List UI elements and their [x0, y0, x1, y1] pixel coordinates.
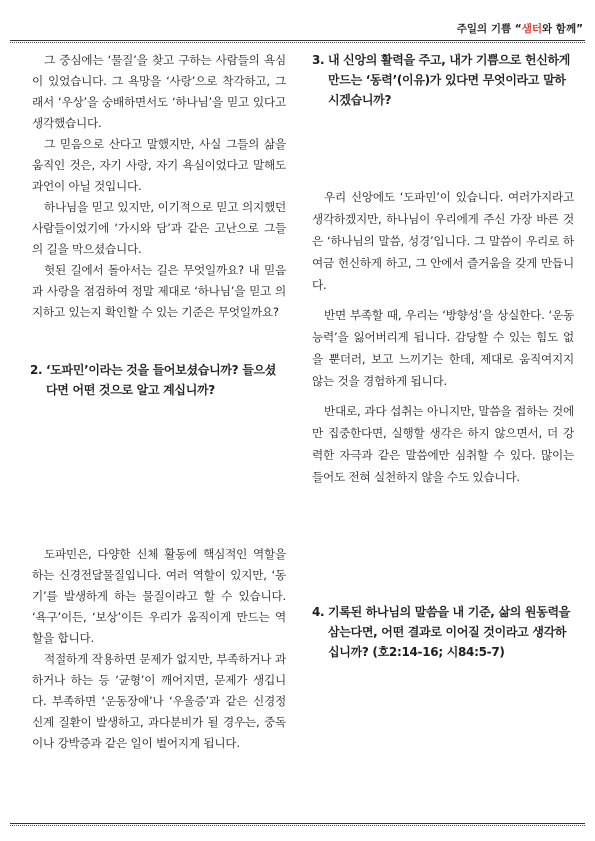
left-intro-para-3: 하나님을 믿고 있지만, 이기적으로 믿고 의지했던 사람들이었기에 ‘가시와 담’과 같은 고난으로 그들의 길을 막으셨습니다. [32, 200, 286, 256]
question-2 [30, 360, 286, 400]
left-answer [32, 544, 286, 754]
left-intro-para-4: 헛된 길에서 돌아서는 길은 무엇일까요? 내 믿음과 사랑을 점검하여 정말 제대로 ‘하나님’을 믿고 의지하고 있는지 확인할 수 있는 기준은 무엇일까요? [32, 263, 286, 319]
question-3-number: 3. [312, 53, 325, 67]
header-prefix: 주일의 기쁨 “ [456, 23, 522, 35]
right-answer-para-2: 반면 부족할 때, 우리는 ‘방향성’을 상실한다. ‘운동능력’을 잃어버리게 됩니다. 감당할 수 있는 힘도 없을 뿐더러, 보고 느끼기는 한데, 제대로 움직여지지 않는 것을 경험하게 됩니다. [312, 308, 574, 388]
left-intro-para-2: 그 믿음으로 산다고 말했지만, 사실 그들의 삶을 움직인 것은, 자기 사랑, 자기 욕심이었다고 말해도 과언이 아닐 것입니다. [32, 137, 286, 193]
top-rule [10, 40, 585, 41]
left-intro [32, 50, 286, 323]
question-3-text: 내 신앙의 활력을 주고, 내가 기쁨으로 헌신하게 만드는 ‘동력’(이유)가 있다면 무엇이라고 말하시겠습니까? [328, 53, 571, 107]
question-4 [312, 602, 576, 662]
left-answer-para-2: 적절하게 작용하면 문제가 없지만, 부족하거나 과하거나 하는 등 ‘균형’이 깨어지면, 문제가 생깁니다. 부족하면 ‘운동장애’나 ‘우울증’과 같은 신경정신계 질환이 발생하고, 과다분비가 될 경우는, 중독이나 강박증과 같은 일이 벌어지게 됩니다. [32, 652, 286, 750]
question-2-text: ‘도파민’이라는 것을 들어보셨습니까? 들으셨다면 어떤 것으로 알고 계십니까? [46, 363, 277, 397]
right-answer [312, 186, 574, 496]
left-intro-para-1: 그 중심에는 ‘물질’을 찾고 구하는 사람들의 욕심이 있었습니다. 그 욕망을 ‘사랑’으로 착각하고, 그래서 ‘우상’을 숭배하면서도 ‘하나님’을 믿고 있다고 생각했습니다. [32, 53, 286, 130]
question-2-number: 2. [30, 363, 43, 377]
question-3 [312, 50, 576, 110]
right-answer-para-1: 우리 신앙에도 ‘도파민’이 있습니다. 여러가지라고 생각하겠지만, 하나님이 우리에게 주신 가장 바른 것은 ‘하나님의 말씀, 성경’입니다. 그 말씀이 우리로 하여금 헌신하게 하고, 그 안에서 즐거움을 갖게 만듭니다. [312, 190, 574, 292]
top-dotted-rule [10, 42, 585, 43]
left-answer-para-1: 도파민은, 다양한 신체 활동에 핵심적인 역할을 하는 신경전달물질입니다. 여러 역할이 있지만, ‘동기’를 발생하게 하는 물질이라고 할 수 있습니다. ‘욕구’이든, ‘보상’이든 우리가 움직이게 만드는 역할을 합니다. [32, 547, 286, 645]
page-header [457, 21, 583, 36]
header-suffix: 와 함께” [542, 23, 583, 35]
bottom-rule [10, 823, 585, 824]
bottom-dotted-rule [10, 825, 585, 826]
question-4-number: 4. [312, 605, 325, 619]
right-answer-para-3: 반대로, 과다 섭취는 아니지만, 말씀을 접하는 것에만 집중한다면, 실행할 생각은 하지 않으면서, 더 강력한 자극과 같은 말씀에만 심취할 수 있다. 많이는 들어도 전혀 실천하지 않을 수도 있습니다. [312, 404, 574, 484]
header-accent: 샘터 [521, 23, 542, 35]
question-4-text: 기록된 하나님의 말씀을 내 기준, 삶의 원동력을 삼는다면, 어떤 결과로 이어질 것이라고 생각하십니까? (호2:14-16; 시84:5-7) [328, 605, 571, 659]
